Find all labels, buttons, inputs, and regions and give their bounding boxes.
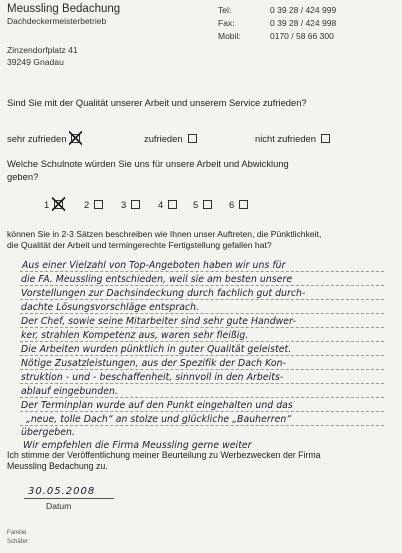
option-zufrieden[interactable] [144, 133, 197, 144]
fax-line [218, 18, 336, 28]
handwritten-line: „neue, tolle Dach“ an stolze und glückliche „Bauherren“ [26, 414, 292, 425]
rule-line [20, 411, 384, 412]
question-description-line2: die Qualität der Arbeit und termingerechte Fertigstellung gefallen hat? [7, 240, 272, 250]
rule-line [20, 299, 384, 300]
consent-line1: Ich stimme der Veröffentlichung meiner Beurteilung zu Werbezwecken der Firma [7, 450, 321, 460]
mobil-label: Mobil: [218, 31, 241, 41]
question-grade-line2: geben? [7, 171, 39, 182]
grade-3[interactable]: 3 [121, 199, 140, 210]
checkbox[interactable] [239, 200, 248, 209]
handwritten-line: ker, strahlen Kompetenz aus, waren sehr fleißig. [21, 330, 249, 341]
footer-line1: Familie [7, 530, 27, 536]
footer-line2: Schäfer [7, 539, 28, 545]
mobil-line [218, 31, 334, 41]
rule-line [20, 313, 384, 314]
fax-value: 0 39 28 / 424 998 [270, 18, 337, 28]
company-name: Meussling Bedachung [7, 3, 121, 15]
address-street: Zinzendorfplatz 41 [7, 45, 78, 55]
handwritten-line: Vorstellungen zur Dachsindeckung durch fachlich gut durch- [21, 288, 306, 299]
handwritten-line: Die Arbeiten wurden pünktlich in guter Qualität geleistet. [21, 344, 292, 355]
checkbox-checked[interactable] [54, 200, 63, 209]
rule-line [20, 425, 384, 426]
mobil-value: 0170 / 58 66 300 [270, 31, 334, 41]
checkbox-checked[interactable] [71, 134, 80, 143]
rule-line [20, 285, 384, 286]
rule-line [20, 383, 384, 384]
handwritten-line: übergeben. [21, 427, 75, 438]
grade-4[interactable]: 4 [158, 199, 177, 210]
rule-line [20, 327, 384, 328]
grade-6[interactable]: 6 [229, 199, 248, 210]
option-label: nicht zufrieden [255, 133, 316, 144]
rule-line [20, 355, 384, 356]
address-city: 39249 Gnadau [7, 57, 64, 67]
rule-line [20, 369, 384, 370]
grade-5[interactable]: 5 [193, 199, 212, 210]
checkbox[interactable] [131, 200, 140, 209]
option-nicht-zufrieden[interactable] [255, 133, 330, 144]
consent-line2: Meussling Bedachung zu. [7, 461, 108, 471]
date-label: Datum [46, 501, 72, 511]
handwritten-line: die FA. Meussling entschieden, weil sie am besten unsere [21, 274, 293, 285]
checkbox[interactable] [203, 200, 212, 209]
tel-line [218, 5, 336, 15]
grade-2[interactable]: 2 [84, 199, 103, 210]
handwritten-line: ablauf eingebunden. [21, 386, 118, 397]
date-value: 30.05.2008 [28, 486, 96, 497]
handwritten-line: struktion - und - beschaffenheit, sinnvoll in den Arbeits- [21, 372, 284, 383]
tel-label: Tel: [218, 5, 232, 15]
rule-line [20, 341, 384, 342]
handwritten-line: Der Terminplan wurde auf den Punkt eingehalten und das [21, 400, 293, 411]
question-description-line1: können Sie in 2-3 Sätzen beschreiben wie Ihnen unser Auftreten, die Pünktlichkeit, [7, 229, 322, 239]
option-sehr-zufrieden[interactable] [7, 133, 80, 144]
option-label: zufrieden [144, 133, 183, 144]
question-grade-line1: Welche Schulnote würden Sie uns für unsere Arbeit und Abwicklung [7, 158, 289, 169]
question-satisfaction: Sind Sie mit der Qualität unserer Arbeit und unserem Service zufrieden? [7, 97, 307, 108]
handwritten-line: dachte Lösungsvorschläge entsprach. [21, 302, 200, 313]
option-label: sehr zufrieden [7, 133, 67, 144]
handwritten-line: Der Chef, sowie seine Mitarbeiter sind sehr gute Handwer- [21, 316, 296, 327]
company-subline: Dachdeckermeisterbetrieb [7, 16, 107, 26]
handwritten-line: Wir empfehlen die Firma Meussling gerne weiter [23, 440, 252, 451]
checkbox[interactable] [321, 134, 330, 143]
handwritten-line: Nötige Zusatzleistungen, aus der Spezifik der Dach Kon- [21, 358, 286, 369]
date-line [24, 498, 114, 499]
checkbox[interactable] [188, 134, 197, 143]
handwritten-line: Aus einer Vielzahl von Top-Angeboten haben wir uns für [22, 260, 286, 271]
checkbox[interactable] [94, 200, 103, 209]
checkbox[interactable] [168, 200, 177, 209]
grade-1[interactable]: 1 [44, 199, 63, 210]
fax-label: Fax: [218, 18, 235, 28]
rule-line [20, 271, 384, 272]
rule-line [20, 397, 384, 398]
tel-value: 0 39 28 / 424 999 [270, 5, 337, 15]
